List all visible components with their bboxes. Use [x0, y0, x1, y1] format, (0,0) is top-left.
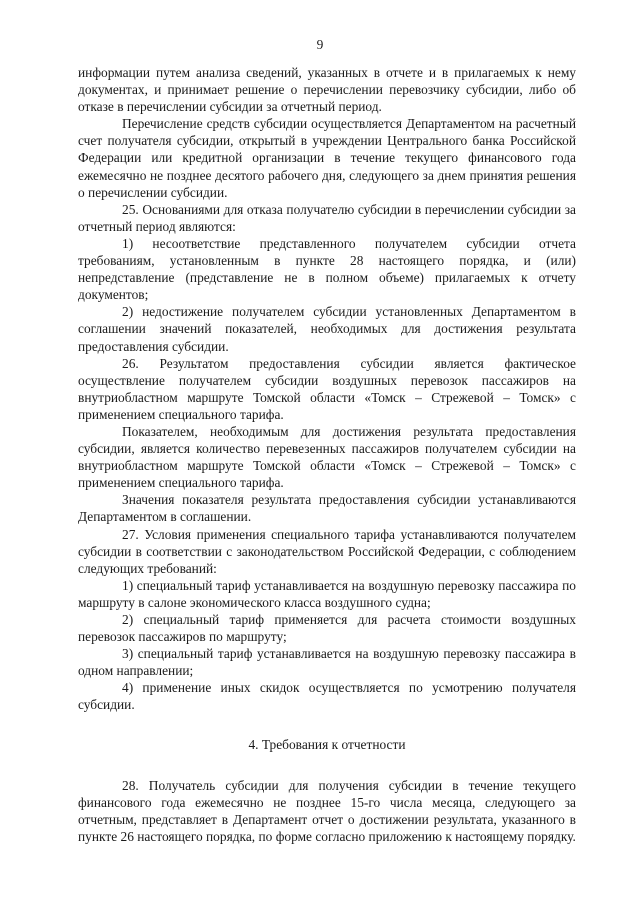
paragraph: 26. Результатом предоставления субсидии является фактическое осуществление получателем субсидии воздушных перевозок пассажиров на внутриобластном маршруте Томской области «Томск – Стрежевой – Томск» с применением специального тарифа.	[78, 355, 576, 422]
paragraph: 25. Основаниями для отказа получателю субсидии в перечислении субсидии за отчетный период являются:	[78, 201, 576, 234]
document-body	[78, 64, 576, 845]
paragraph: информации путем анализа сведений, указанных в отчете и в прилагаемых к нему документах, и принимает решение о перечислении перевозчику субсидии, либо об отказе в перечислении субсидии за отчетный период.	[78, 65, 576, 115]
paragraph: 28. Получатель субсидии для получения субсидии в течение текущего финансового года ежемесячно не позднее 15-го числа месяца, следующего за отчетным, представляет в Департамент отчет о достижении результата, указанного в пункте 26 настоящего порядка, по форме согласно приложению к настоящему порядку.	[78, 777, 576, 844]
paragraph: 27. Условия применения специального тарифа устанавливаются получателем субсидии в соответствии с законодательством Российской Федерации, с соблюдением следующих требований:	[78, 526, 576, 576]
paragraph: 2) специальный тариф применяется для расчета стоимости воздушных перевозок пассажиров по маршруту;	[78, 612, 576, 645]
paragraph: Показателем, необходимым для достижения результата предоставления субсидии, является количество перевезенных пассажиров получателем субсидии на внутриобластном маршруте Томской области «Томск – Стрежевой – Томск» с применением специального тарифа.	[78, 423, 576, 491]
paragraph: Значения показателя результата предоставления субсидии устанавливаются Департаментом в соглашении.	[78, 492, 576, 525]
paragraph: 2) недостижение получателем субсидии установленных Департаментом в соглашении значений показателей, необходимых для достижения результата предоставления субсидии.	[78, 304, 576, 354]
paragraph: 1) несоответствие представленного получателем субсидии отчета требованиям, установленным в пункте 28 настоящего порядка, и (или) непредставление (представление не в полном объеме) прилагаемых к отчету документов;	[78, 235, 576, 303]
page-number: 9	[316, 37, 324, 52]
paragraph: 4) применение иных скидок осуществляется по усмотрению получателя субсидии.	[78, 680, 576, 713]
section-heading: 4. Требования к отчетности	[248, 736, 406, 752]
paragraph: 1) специальный тариф устанавливается на воздушную перевозку пассажира по маршруту в салоне экономического класса воздушного судна;	[78, 577, 576, 610]
paragraph: 3) специальный тариф устанавливается на воздушную перевозку пассажира в одном направлении;	[78, 646, 576, 679]
paragraph: Перечисление средств субсидии осуществляется Департаментом на расчетный счет получателя субсидии, открытый в учреждении Центрального банка Российской Федерации или кредитной организации в течение текущего финансового года ежемесячно не позднее десятого рабочего дня, следующего за днем принятия решения о перечислении субсидии.	[78, 116, 576, 200]
